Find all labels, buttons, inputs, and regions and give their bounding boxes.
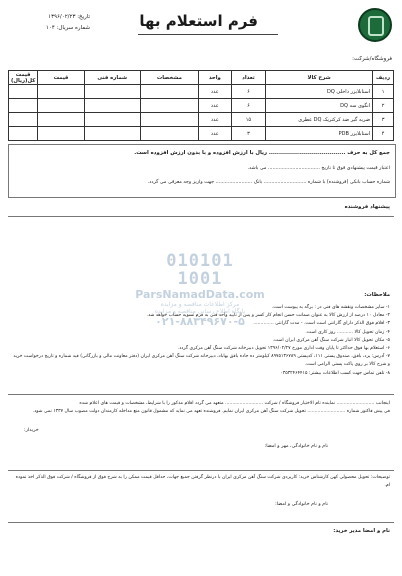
cell-quantity: ۶ <box>231 85 266 99</box>
note-item: ۴- زمان تحویل کالا ........... روز کاری است. <box>305 329 390 335</box>
manager-signature[interactable]: نام و امضا مدیر خرید: <box>333 528 390 534</box>
buyer-divider <box>8 470 394 471</box>
cell-quantity: ۱۵ <box>231 113 266 127</box>
col-row: ردیف <box>373 71 394 85</box>
form-meta <box>10 12 90 34</box>
watermark-brand: ParsNamadData.com <box>135 288 265 301</box>
buyer-note-text: توضیحات: تحویل محصولی کهن کارشناس خرید: کاربردی شرکت سنگ آهن مرکزی ایران با درنظر گرفتن جمیع جهات، حداقل قیمت ممکن را به شرح فوق از فروشگاه / شرکت فوق الذکر اخذ نموده ام. <box>15 475 390 489</box>
bid-heading: پیشنهاد فروشنده <box>344 204 390 210</box>
note-item: ۱- سایر مشخصات ونقشه های فنی در : برگه به پیوست است. <box>271 305 390 310</box>
cell-tech-number[interactable] <box>84 127 140 141</box>
cell-unit: عدد <box>199 85 232 99</box>
col-total: قیمت کل(ریال) <box>9 71 38 85</box>
cell-total[interactable] <box>9 85 38 99</box>
buyer-note <box>10 474 390 490</box>
cell-tech-number[interactable] <box>84 99 140 113</box>
cell-price[interactable] <box>38 99 84 113</box>
items-table <box>8 70 394 141</box>
commitment-line[interactable]: فی پیش فاکتور شماره .......................... تحویل شرکت سنگ آهن مرکزی ایران نمایم. فروشنده تعهد می نماید که مشمول قانون منع مداخله کارمندان دولت مصوب سال ۱۳۳۷ نمی شود. <box>32 409 390 415</box>
cell-row: ۴ <box>373 127 394 141</box>
cell-tech-number[interactable] <box>84 85 140 99</box>
seller-signature[interactable]: نام و نام خانوادگی، مهر و امضا: <box>264 444 328 449</box>
note-item: ۸- تلفن تماس جهت کسب اطلاعات بیشتر: ۰۳۵۳۲۴۶۴۴۱۵ <box>280 370 390 376</box>
store-label: فروشگاه/شرکت: <box>352 56 392 62</box>
note-item: ۶- استعلام بها فوق حداکثر تا پایان وقت اداری مورخ ۱۳۹۶/۰۲/۲۷ تحویل دبیرخانه شرکت سنگ آهن مرکزی گردد. <box>177 346 390 352</box>
bid-divider <box>8 216 394 217</box>
cell-unit: عدد <box>199 113 232 127</box>
table-row <box>9 113 394 127</box>
cell-price[interactable] <box>38 113 84 127</box>
seller-commitment <box>10 400 390 416</box>
note-item: ۳- اقلام فوق الذکر دارای گارانتی است است. - مدت گارانتی .............. <box>253 321 390 327</box>
signature-divider <box>8 394 394 395</box>
cell-total[interactable] <box>9 127 38 141</box>
cell-specs[interactable] <box>140 127 198 141</box>
bank-account-line[interactable]: شماره حساب بانکی (فروشنده) با شماره ............................ بانک ........................ جهت واریز وجه معرفی می گردد. <box>147 180 390 185</box>
notes-heading: ملاحظات: <box>364 292 390 298</box>
note-item: ۲- معادل ۱۰ درصد از ارزش کالا به عنوان ضمانت حسن انجام کار کسر و پس از تایید واحد فنی به فرم تسویه حساب خواهد شد. <box>146 313 390 319</box>
cell-price[interactable] <box>38 85 84 99</box>
col-description: شرح کالا <box>266 71 373 85</box>
form-title: فرم استعلام بها <box>139 12 258 30</box>
col-price: قیمت <box>38 71 84 85</box>
cell-specs[interactable] <box>140 99 198 113</box>
cell-description: ضربه گیر ضد کرکتریک DQ عطری <box>266 113 373 127</box>
watermark-line-2: پایگاه اطلاع رسانی مناقصه و مزایده <box>154 308 246 315</box>
buyer-label: خریدار: <box>24 428 39 433</box>
table-header-row <box>9 71 394 85</box>
cell-unit: عدد <box>199 127 232 141</box>
manager-divider <box>8 522 394 523</box>
validity-line[interactable]: اعتبار قیمت پیشنهادی فوق تا تاریخ .................................. می باشد. <box>247 166 390 171</box>
table-row <box>9 127 394 141</box>
col-tech-number: شماره فنی <box>84 71 140 85</box>
cell-specs[interactable] <box>140 113 198 127</box>
cell-price[interactable] <box>38 127 84 141</box>
cell-total[interactable] <box>9 113 38 127</box>
form-page <box>4 4 398 572</box>
watermark-phone: ۰۲۱-۸۸۳۴۹۶۷۰-۵ <box>155 315 245 328</box>
commitment-line[interactable]: اینجانب .......................... نماینده تام الاختیار فروشگاه / شرکت .......................... متعهد می گردد اقلام مذکور را با شرایط، مشخصات و قیمت های اعلام شده <box>79 401 390 406</box>
col-unit: واحد <box>199 71 232 85</box>
col-quantity: تعداد <box>231 71 266 85</box>
total-in-words[interactable]: جمع کل به حرف ...................................... ریال با ارزش افزوده و با بدون ارزش افزوده است. <box>134 150 390 156</box>
cell-total[interactable] <box>9 99 38 113</box>
cell-unit: عدد <box>199 99 232 113</box>
watermark-digits-2: 1001 <box>177 269 223 289</box>
table-row <box>9 99 394 113</box>
col-specs: مشخصات <box>140 71 198 85</box>
watermark-line-1: مرکز اطلاعات مناقصه و مزایده <box>160 301 240 308</box>
note-item: ۵- مکان تحویل کالا انبار شرکت سنگ آهن مرکزی ایران است. <box>272 337 390 343</box>
note-item: ۷- آدرس: یزد، بافق، صندوق پستی ۱۱۱، کدپستی ۸۹۷۵۱۳۶۷۸۹ کیلومتر ده جاده بافق بهاباد، دبیرخانه شرکت سنگ آهن مرکزی ایران (دفتر معاونت مالی و بازرگانی) فید شماره و تاریخ درخواست خرید و شرح کالا بر روی پاکت پستی الزامی است. <box>13 354 390 368</box>
cell-quantity: ۳ <box>231 127 266 141</box>
cell-description: انگوی سه DQ <box>266 99 373 113</box>
cell-description: استابلایزر داخلی DQ <box>266 85 373 99</box>
cell-description: استابلایزر PDB <box>266 127 373 141</box>
notes-list <box>10 304 390 378</box>
date-label: تاریخ: ۱۳۹۶/۰۲/۲۳ <box>48 14 90 20</box>
serial-label: شماره سریال: ۱۰۴ <box>45 25 90 31</box>
cell-tech-number[interactable] <box>84 113 140 127</box>
form-header <box>4 4 398 48</box>
cell-specs[interactable] <box>140 85 198 99</box>
cell-row: ۱ <box>373 85 394 99</box>
company-logo <box>358 8 392 42</box>
cell-quantity: ۶ <box>231 99 266 113</box>
cell-row: ۳ <box>373 113 394 127</box>
watermark-digits: 010101 <box>166 251 234 271</box>
buyer-signature[interactable]: نام و نام خانوادگی و امضا: <box>275 502 328 507</box>
title-underline <box>138 34 278 35</box>
cell-row: ۲ <box>373 99 394 113</box>
table-row <box>9 85 394 99</box>
